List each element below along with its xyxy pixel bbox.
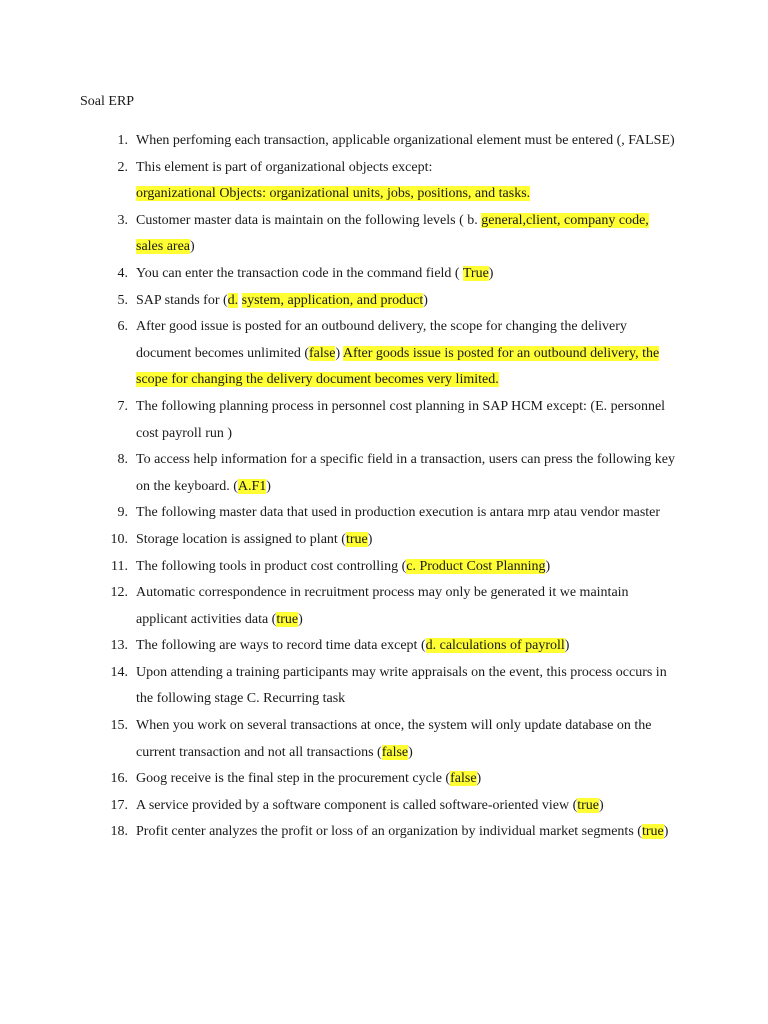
question-text: When you work on several transactions at once, the system will only update database on the current transaction and not all transactions ( [136, 718, 652, 760]
question-text: Automatic correspondence in recruitment process may only be generated it we maintain applicant activities data ( [136, 585, 629, 627]
list-item-number: 4. [117, 265, 128, 281]
question-text: The following planning process in personnel cost planning in SAP HCM except: (E. personnel cost payroll run ) [136, 398, 666, 441]
question-text: Profit center analyzes the profit or loss of an organization by individual market segments ( [136, 824, 642, 840]
document-title: Soal ERP [80, 94, 135, 109]
question-text: ) [545, 558, 551, 574]
highlighted-answer: d. [227, 292, 239, 308]
list-item [0, 819, 768, 846]
question-text: ) [367, 531, 373, 547]
list-item [0, 208, 768, 261]
question-text: You can enter the transaction code in the command field ( [136, 265, 463, 281]
question-text: Customer master data is maintain on the following levels ( b. [136, 212, 482, 228]
list-item-number: 1. [117, 133, 128, 148]
list-item [0, 660, 768, 713]
question-text: ) [476, 771, 482, 787]
highlighted-answer: d. calculations of payroll [425, 638, 565, 654]
question-text: ) [599, 797, 604, 813]
question-text: SAP stands for ( [136, 292, 228, 308]
list-item-number: 13. [110, 638, 128, 654]
list-item-number: 10. [110, 531, 128, 547]
list-item [0, 713, 768, 766]
list-item-number: 11. [111, 558, 128, 574]
question-text: ) [266, 478, 271, 494]
list-item [0, 554, 768, 581]
list-item-number: 14. [110, 664, 128, 680]
highlighted-answer: false [309, 345, 336, 361]
question-text: When perfoming each transaction, applicable organizational element must be entered (, FALSE) [136, 133, 675, 148]
highlighted-answer: true [345, 531, 368, 547]
list-item-number: 16. [110, 771, 128, 787]
list-item-number: 18. [110, 824, 128, 840]
list-item [0, 128, 768, 155]
question-text: The following master data that used in production execution is antara mrp atau vendor master [136, 505, 661, 521]
question-list [0, 128, 768, 846]
question-text: After good issue is posted for an outbound delivery, the scope for changing the delivery document becomes unlimited ( [136, 319, 627, 361]
highlighted-answer: A.F1 [237, 478, 267, 494]
list-item [0, 793, 768, 820]
list-item [0, 580, 768, 633]
highlighted-answer: true [577, 797, 599, 813]
question-text: The following tools in product cost controlling ( [136, 558, 407, 574]
question-text: Goog receive is the final step in the procurement cycle ( [136, 771, 451, 787]
list-item [0, 527, 768, 554]
question-text: ) [564, 638, 570, 654]
list-item [0, 447, 768, 500]
list-item [0, 500, 768, 527]
list-item-number: 6. [117, 319, 128, 335]
list-item-number: 8. [117, 452, 128, 468]
question-text: ) [488, 265, 494, 281]
question-text: ) [423, 292, 428, 308]
list-item-number: 15. [110, 718, 128, 734]
question-text: A service provided by a software component is called software-oriented view ( [136, 797, 578, 813]
list-item-number: 7. [117, 398, 128, 414]
question-text: ) [190, 239, 195, 255]
list-item [0, 394, 768, 447]
list-item [0, 633, 768, 660]
highlighted-answer: general,client, company code, sales area [136, 212, 649, 255]
question-text: Storage location is assigned to plant ( [136, 531, 346, 547]
list-item [0, 288, 768, 315]
list-item [0, 766, 768, 793]
question-text: This element is part of organizational objects except: [136, 159, 433, 175]
question-text: ) [408, 744, 413, 760]
list-item-number: 5. [117, 292, 128, 308]
highlighted-answer: false [450, 771, 477, 787]
list-item-number: 2. [117, 159, 128, 175]
highlighted-answer: organizational Objects: organizational units, jobs, positions, and tasks. [136, 186, 531, 202]
highlighted-answer: After goods issue is posted for an outbound delivery, the scope for changing the delivery document becomes very limited. [136, 345, 660, 388]
question-text: Upon attending a training participants may write appraisals on the event, this process occurs in the following stage C. Recurring task [136, 664, 667, 707]
highlighted-answer: true [641, 824, 664, 840]
question-text: ) [663, 824, 669, 840]
highlighted-answer: True [462, 265, 489, 281]
list-item [0, 261, 768, 288]
highlighted-answer: system, application, and product [241, 292, 424, 308]
highlighted-answer: true [276, 611, 299, 627]
list-item-number: 9. [117, 505, 128, 521]
highlighted-answer: false [381, 744, 409, 760]
list-item-number: 12. [110, 585, 128, 601]
question-text: ) [335, 345, 343, 361]
list-item [0, 314, 768, 394]
list-item-number: 17. [110, 797, 128, 813]
question-text: To access help information for a specific field in a transaction, users can press the following key on the keyboard. ( [136, 452, 676, 494]
question-text: The following are ways to record time data except ( [136, 638, 426, 654]
list-item [0, 155, 768, 208]
highlighted-answer: c. Product Cost Planning [406, 558, 546, 574]
list-item-number: 3. [117, 212, 128, 228]
question-text: ) [298, 611, 303, 627]
